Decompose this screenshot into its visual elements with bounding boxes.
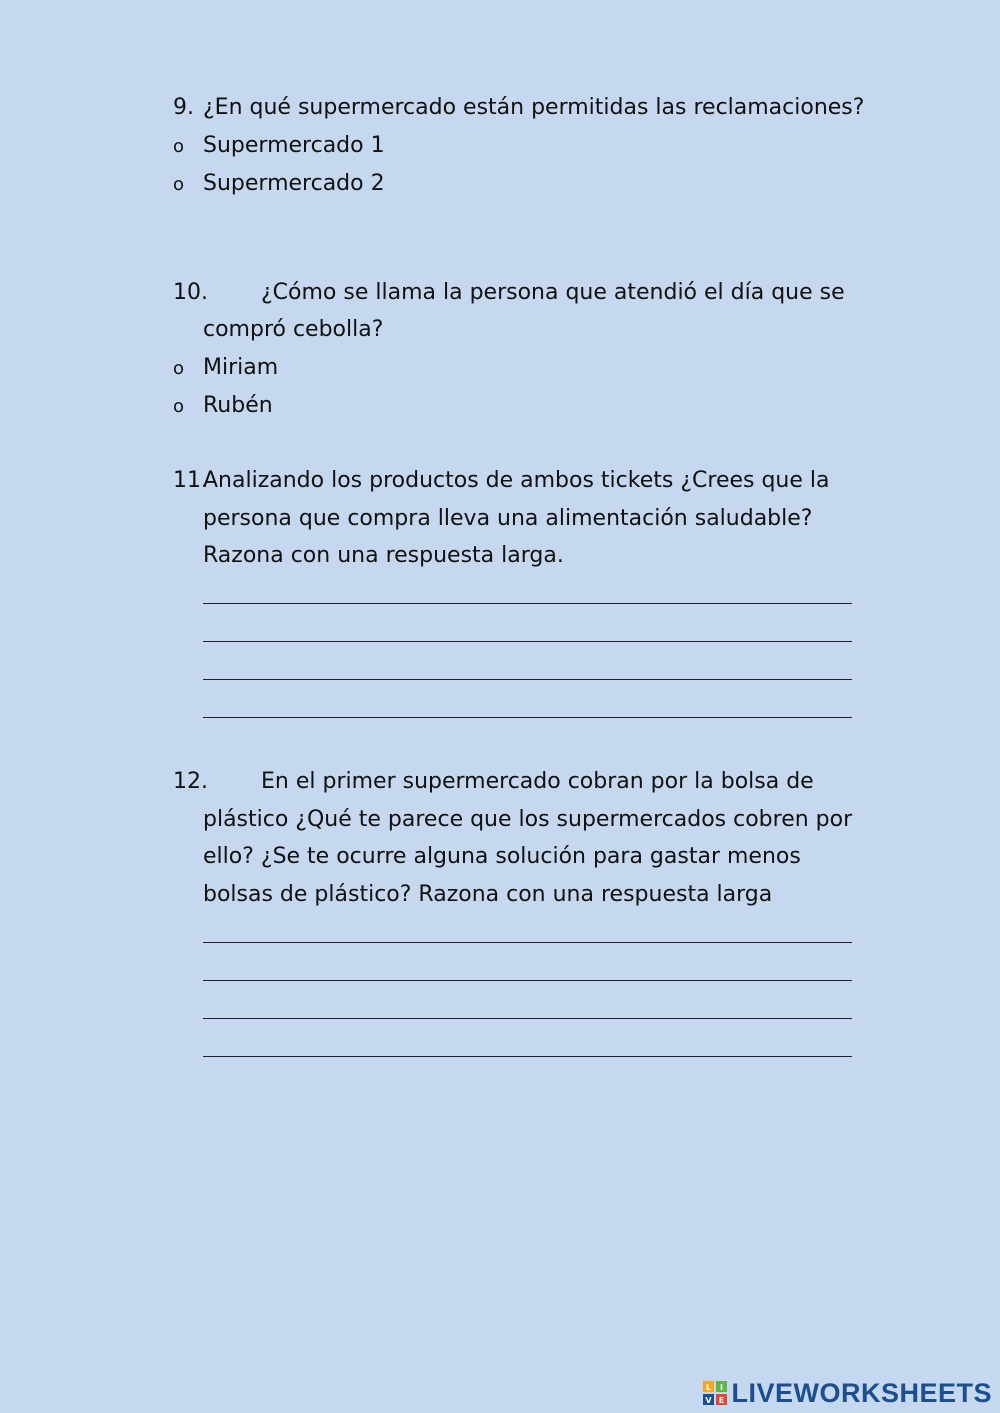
answer-line[interactable]: [203, 980, 852, 981]
radio-bullet-icon[interactable]: o: [173, 358, 185, 379]
answer-line[interactable]: [203, 1056, 852, 1057]
radio-bullet-icon[interactable]: o: [173, 174, 185, 195]
answer-line[interactable]: [203, 717, 852, 718]
svg-text:L: L: [706, 1383, 712, 1392]
question-text: En el primer supermercado cobran por la bolsa de: [261, 769, 814, 794]
question-text: compró cebolla?: [203, 317, 384, 342]
question-text: bolsas de plástico? Razona con una respuesta larga: [203, 882, 773, 907]
option-label[interactable]: Miriam: [203, 355, 279, 380]
question-text: ¿En qué supermercado están permitidas las reclamaciones?: [203, 95, 865, 120]
answer-line[interactable]: [203, 1018, 852, 1019]
question-number: 12.: [173, 769, 208, 794]
option-label[interactable]: Supermercado 1: [203, 133, 385, 158]
question-text: Analizando los productos de ambos tickets ¿Crees que la: [203, 468, 830, 493]
answer-line[interactable]: [203, 679, 852, 680]
answer-line[interactable]: [203, 603, 852, 604]
question-text: plástico ¿Qué te parece que los supermercados cobren por: [203, 807, 853, 832]
svg-text:E: E: [719, 1396, 725, 1405]
option-label[interactable]: Rubén: [203, 393, 273, 418]
question-text: ello? ¿Se te ocurre alguna solución para gastar menos: [203, 844, 801, 869]
liveworksheets-logo-icon: [703, 1381, 727, 1405]
radio-bullet-icon[interactable]: o: [173, 136, 185, 157]
svg-text:I: I: [720, 1383, 724, 1392]
answer-line[interactable]: [203, 942, 852, 943]
question-number: 10.: [173, 280, 208, 305]
question-text: persona que compra lleva una alimentación saludable?: [203, 506, 813, 531]
option-label[interactable]: Supermercado 2: [203, 171, 385, 196]
answer-line[interactable]: [203, 641, 852, 642]
question-text: Razona con una respuesta larga.: [203, 543, 564, 568]
brand-name: LIVEWORKSHEETS: [731, 1377, 992, 1408]
question-number: 9.: [173, 95, 194, 120]
svg-text:V: V: [705, 1396, 713, 1405]
question-text: ¿Cómo se llama la persona que atendió el día que se: [261, 280, 845, 305]
liveworksheets-logo: [703, 1377, 992, 1409]
question-number: 11.: [173, 468, 208, 493]
radio-bullet-icon[interactable]: o: [173, 396, 185, 417]
